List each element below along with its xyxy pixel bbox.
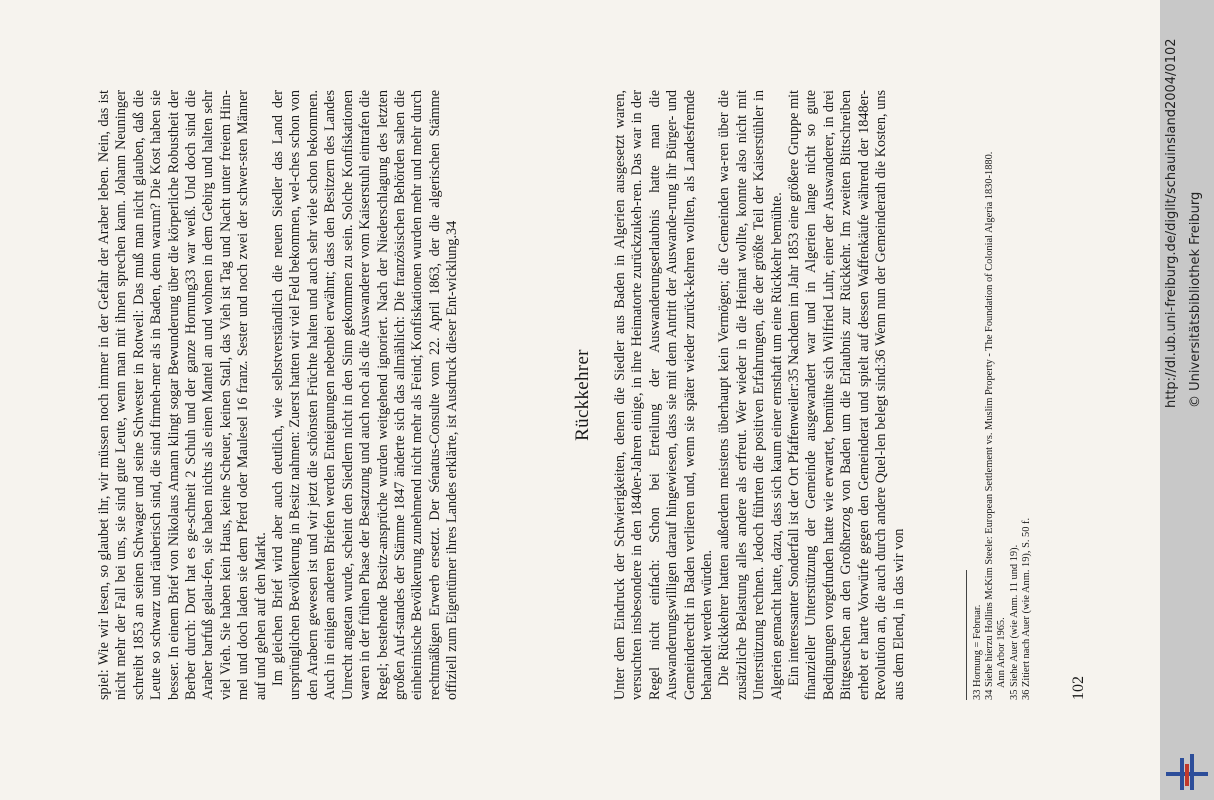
source-url-link[interactable]: http://dl.ub.uni-freiburg.de/diglit/schauinsland2004/0102 [1164, 38, 1179, 408]
text-block-top [96, 90, 462, 700]
text-block-bottom [612, 90, 908, 700]
section-heading: Rückkehrer [572, 349, 593, 441]
footnote: 33 Hornung = Februar. [972, 604, 983, 700]
footnote: 34 Siehe hierzu Hollins McKim Steele: European Settlement vs. Muslim Property - The Foundation of Colonial Algeria 1830-1880. Ann Arbor 1965. [984, 151, 1008, 700]
paragraph: Die Rückkehrer hatten außerdem meistens überhaupt kein Vermögen; die Gemeinden wa-ren über die zusätzliche Belastung alles andere als erfreut. Wer wieder in die Heimat wollte, konnte also nicht mit Unterstützung rechnen. Jedoch führten die positiven Erfahrungen, die der größte Teil der Kaiserstühler in Algerien gemacht hatte, dazu, dass sich kaum einer ernsthaft um eine Rückkehr bemühte. [716, 90, 785, 700]
library-logo-icon [1166, 752, 1208, 794]
paragraph: Im gleichen Brief wird aber auch deutlich, wie selbstverständlich die neuen Siedler das Land der ursprünglichen Bevölkerung in Besitz nahmen: Zuerst hatten wir viel Feld bekommen, wel-ches schon von den Arabern gewesen ist und wir jetzt die schönsten Früchte halten und auch sehr viele schon bekommen. Auch in einigen anderen Briefen werden Enteignungen nebenbei erwähnt; dass den Besitzern des Landes Unrecht angetan wurde, scheint den Siedlern nicht in den Sinn gekommen zu sein. Solche Konfiskationen waren in der frühen Phase der Besatzung und auch noch als die Auswanderer vom Kaiserstuhl eintrafen die Regel; bestehende Besitz-ansprüche wurden weitgehend ignoriert. Nach der Niederschlagung des letzten großen Auf-standes der Stämme 1847 änderte sich das allmählich: Die französischen Behörden sahen die einheimische Bevölkerung zunehmend nicht mehr als Feind; Konfiskationen wurden mehr und mehr durch rechtmäßigen Erwerb ersetzt. Der Sénatus-Consulte vom 22. April 1863, der die algerischen Stämme offiziell zum Eigentümer ihres Landes erklärte, ist Ausdruck dieser Ent-wicklung.34 [270, 90, 461, 700]
footnote: 36 Zitiert nach Auer (wie Anm. 19), S. 50 f. [1020, 517, 1032, 700]
footnote: 35 Siehe Auer (wie Anm. 11 und 19). [1008, 544, 1020, 700]
library-sidebar [1160, 0, 1214, 800]
page-number: 102 [1070, 676, 1087, 700]
paragraph: spiel: Wie wir lesen, so glaubet ihr, wir müssen noch immer in der Gefahr der Araber leben. Nein, das ist nicht mehr der Fall bei uns, sie sind gute Leute, wenn man mit ihnen sprechen kann. Johann Neuninger schreibt 1853 an seinen Schwager und seine Schwester in Rotweil: Das muß man nicht glauben, daß die Leute so schwarz und räuberisch sind, die sind firmeh-mer als in Baden, denn warum? Die Kost haben sie besser. In einem Brief von Nikolaus Amann klingt sogar Bewunderung über die körperliche Robustheit der Berber durch: Dort hat es ge-schneit 2 Schuh und der ganze Hornung33 war weiß. Und doch sind die Araber barfuß gelau-fen, sie haben nichts als einen Mantel an und wohnen in dem Gebirg und halten sehr viel Vieh. Sie haben kein Haus, keine Scheuer, keinen Stall, das Vieh ist Tag und Nacht unter freiem Him-mel und doch laden sie dem Pferd oder Maulesel 16 franz. Sester und noch zwei der schwer-sten Männer auf und gehen auf den Markt. [96, 90, 269, 700]
paragraph: Unter dem Eindruck der Schwierigkeiten, denen die Siedler aus Baden in Algerien ausgesetzt waren, versuchten insbesondere in den 1840er-Jahren einige, in ihre Heimatorte zurückzukeh-ren. Das war in der Regel nicht einfach: Schon bei Erteilung der Auswanderungserlaubnis hatte man die Auswanderungswilligen darauf hingewiesen, dass sie mit dem Antritt der Auswande-rung ihr Bürger- und Gemeinderecht in Baden verlieren und, wenn sie später wieder zurück-kehren wollten, als Landesfremde behandelt werden würden. [612, 90, 716, 700]
copyright-notice: © Universitätsbibliothek Freiburg [1188, 191, 1203, 408]
paragraph: Ein interessanter Sonderfall ist der Ort Pfaffenweiler:35 Nachdem im Jahr 1853 eine größere Gruppe mit finanzieller Unterstützung der Gemeinde ausgewandert war und in Algerien lange nicht so gute Bedingungen vorgefunden hatte wie erwartet, bemühte sich Wilfried Luhr, einer der Auswanderer, in drei Bittgesuchen an den Großherzog von Baden um die Erlaubnis zur Rückkehr. Im zweiten Bittschreiben erhebt er harte Vorwürfe gegen den Gemeinderat und spielt auf dessen Waffenkäufe während der 1848er-Revolution an, die auch durch andere Quel-len belegt sind:36 Wenn nun der Gemeinderath die Kosten, uns aus dem Elend, in das wir von [786, 90, 907, 700]
footnotes [972, 140, 1033, 700]
footnote-rule [966, 570, 967, 700]
